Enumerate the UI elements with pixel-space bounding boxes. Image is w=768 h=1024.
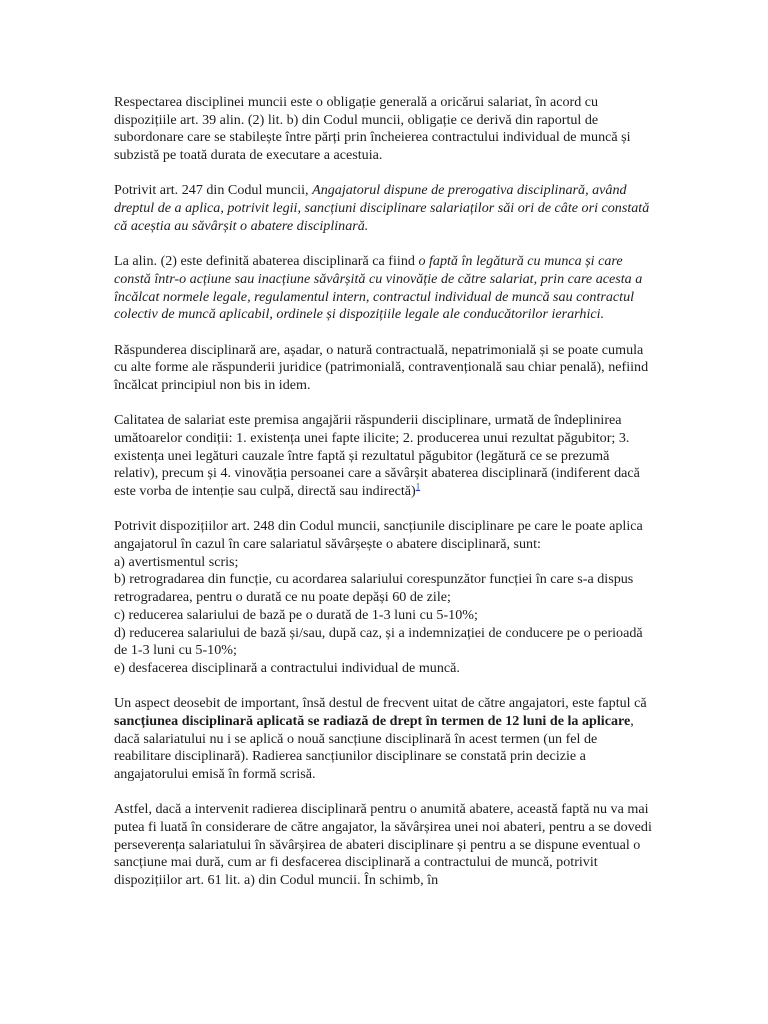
sanction-item-d: d) reducerea salariului de bază și/sau, după caz, și a indemnizației de conducere pe o perioadă de 1-3 luni cu 5-10%; bbox=[114, 624, 643, 659]
paragraph-1-text: Respectarea disciplinei muncii este o obligație generală a oricărui salariat, în acord cu dispozițiile art. 39 alin. (2) lit. b) din Codul muncii, obligație ce derivă din raportul de subordonare care se stabilește între părți prin încheierea contractului individual de muncă și subzistă pe toată durata de executare a acestuia. bbox=[114, 94, 631, 164]
paragraph-3-quote: o faptă în legătură cu munca și care constă într-o acțiune sau inacțiune săvârșită cu vinovăție de către salariat, prin care acesta a încălcat normele legale, regulamentul intern, contractul individual de muncă sau contractul colectiv de muncă aplicabil, ordinele și dispozițiile legale ale conducătorilor ierarhici. bbox=[114, 253, 643, 323]
sanction-item-a: a) avertismentul scris; bbox=[114, 553, 239, 570]
paragraph-6 bbox=[114, 518, 654, 677]
sanctions-intro: Potrivit dispozițiilor art. 248 din Codul muncii, sancțiunile disciplinare pe care le poate aplica angajatorul în cazul în care salariatul săvârșește o abatere disciplinară, sunt: bbox=[114, 518, 643, 553]
paragraph-7-lead: Un aspect deosebit de important, însă destul de frecvent uitat de către angajatori, este faptul că bbox=[114, 695, 647, 712]
sanction-item-e: e) desfacerea disciplinară a contractului individual de muncă. bbox=[114, 659, 460, 676]
paragraph-4-text: Răspunderea disciplinară are, așadar, o natură contractuală, nepatrimonială și se poate cumula cu alte forme ale răspunderii juridice (patrimonială, contravențională sau chiar penală), nefiind încălcat principiul non bis in idem. bbox=[114, 341, 649, 393]
paragraph-5 bbox=[114, 412, 654, 501]
sanction-item-b: b) retrogradarea din funcție, cu acordarea salariului corespunzător funcției în care s-a dispus retrogradarea, pentru o durată ce nu poate depăși 60 de zile; bbox=[114, 571, 634, 606]
paragraph-4 bbox=[114, 342, 654, 395]
paragraph-8 bbox=[114, 801, 654, 890]
document-page bbox=[114, 94, 654, 907]
paragraph-3 bbox=[114, 253, 654, 324]
paragraph-7-emphasis: sancțiunea disciplinară aplicată se radiază de drept în termen de 12 luni de la aplicare bbox=[114, 712, 631, 729]
paragraph-7 bbox=[114, 695, 654, 784]
paragraph-3-lead: La alin. (2) este definită abaterea disciplinară ca fiind bbox=[114, 253, 419, 270]
sanction-item-c: c) reducerea salariului de bază pe o durată de 1-3 luni cu 5-10%; bbox=[114, 606, 478, 623]
paragraph-2 bbox=[114, 182, 654, 235]
paragraph-8-text: Astfel, dacă a intervenit radierea disciplinară pentru o anumită abatere, această faptă nu va mai putea fi luată în considerare de către angajator, la săvârșirea unei noi abateri, pentru a se dovedi perseverența salariatului în săvârșirea de abateri disciplinare și pentru a se dispune eventual o sancțiune mai dură, cum ar fi desfacerea disciplinară a contractului de muncă, potrivit dispozițiilor art. 61 lit. a) din Codul muncii. În schimb, în bbox=[114, 801, 652, 889]
paragraph-1 bbox=[114, 94, 654, 165]
footnote-link[interactable]: 1 bbox=[415, 481, 421, 492]
paragraph-2-lead: Potrivit art. 247 din Codul muncii, bbox=[114, 182, 313, 199]
paragraph-2-quote: Angajatorul dispune de prerogativa disciplinară, având dreptul de a aplica, potrivit legii, sancțiuni disciplinare salariaților săi ori de câte ori constată că aceștia au săvârșit o abatere disciplinară. bbox=[114, 182, 650, 234]
paragraph-7-tail: , dacă salariatului nu i se aplică o nouă sancțiune disciplinară în acest termen (un fel de reabilitare disciplinară). Radierea sancțiunilor disciplinare se constată prin decizie a angajatorului emisă în formă scrisă. bbox=[114, 712, 634, 783]
paragraph-5-text: Calitatea de salariat este premisa angajării răspunderii disciplinare, urmată de îndeplinirea umătoarelor condiții: 1. existența unei fapte ilicite; 2. producerea unui rezultat păgubitor; 3. existența unei legături cauzale între faptă și rezultatul păgubitor (legătură ce se prezumă relativ), precum și 4. vinovăția persoanei care a săvârșit abaterea disciplinară (indiferent dacă este vorba de intenție sau culpă, directă sau indirectă) bbox=[114, 412, 640, 500]
